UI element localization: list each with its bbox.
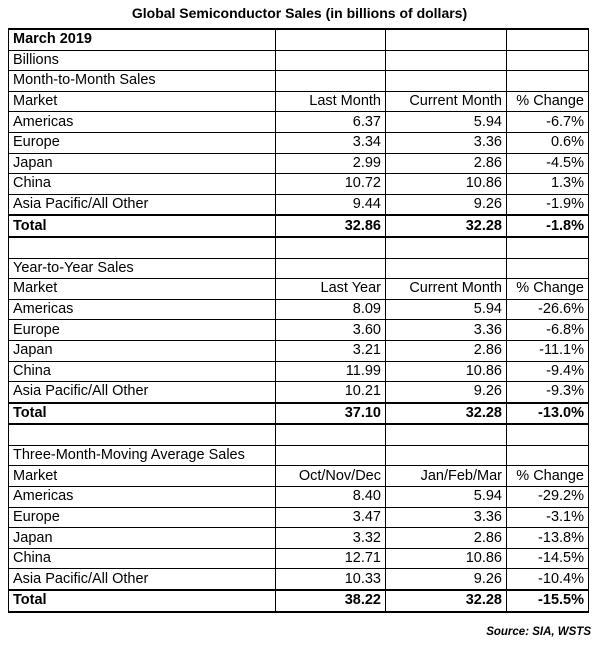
market-name: China	[9, 361, 276, 382]
column-header: Oct/Nov/Dec	[276, 466, 386, 487]
total-label: Total	[9, 590, 276, 612]
value-cell: -26.6%	[507, 299, 589, 320]
empty-cell	[507, 445, 589, 466]
market-name: Asia Pacific/All Other	[9, 569, 276, 590]
section-heading-row	[9, 71, 589, 92]
value-cell: -3.1%	[507, 507, 589, 528]
value-cell: 12.71	[276, 548, 386, 569]
value-cell: 2.99	[276, 153, 386, 174]
value-cell: 3.32	[276, 528, 386, 549]
value-cell: 5.94	[386, 112, 507, 133]
value-cell: 10.86	[386, 174, 507, 195]
table-row	[9, 487, 589, 508]
unit-row	[9, 50, 589, 71]
value-cell: 3.36	[386, 507, 507, 528]
section-heading: Three-Month-Moving Average Sales	[9, 445, 276, 466]
spacer-cell	[9, 237, 276, 258]
market-name: Asia Pacific/All Other	[9, 382, 276, 403]
value-cell: -14.5%	[507, 548, 589, 569]
total-value: -13.0%	[507, 403, 589, 425]
market-name: Japan	[9, 153, 276, 174]
total-row	[9, 215, 589, 237]
sales-table	[8, 28, 589, 613]
empty-cell	[386, 71, 507, 92]
section-heading-row	[9, 258, 589, 279]
empty-cell	[276, 71, 386, 92]
value-cell: 9.44	[276, 194, 386, 215]
value-cell: 3.21	[276, 340, 386, 361]
spacer-row	[9, 237, 589, 258]
table-row	[9, 548, 589, 569]
table-row	[9, 361, 589, 382]
table-row	[9, 382, 589, 403]
table-row	[9, 174, 589, 195]
market-name: Europe	[9, 320, 276, 341]
column-header-row	[9, 279, 589, 300]
source-note: Source: SIA, WSTS	[486, 626, 591, 638]
value-cell: 8.09	[276, 299, 386, 320]
market-name: Europe	[9, 507, 276, 528]
market-name: China	[9, 548, 276, 569]
table-row	[9, 194, 589, 215]
value-cell: 5.94	[386, 487, 507, 508]
total-row	[9, 403, 589, 425]
sales-table-body	[9, 29, 589, 612]
total-label: Total	[9, 403, 276, 425]
table-row	[9, 132, 589, 153]
column-header: Market	[9, 279, 276, 300]
section-heading: Month-to-Month Sales	[9, 71, 276, 92]
empty-cell	[507, 258, 589, 279]
table-row	[9, 507, 589, 528]
value-cell: -6.8%	[507, 320, 589, 341]
market-name: Asia Pacific/All Other	[9, 194, 276, 215]
column-header: % Change	[507, 91, 589, 112]
value-cell: 10.86	[386, 548, 507, 569]
value-cell: -4.5%	[507, 153, 589, 174]
total-value: 38.22	[276, 590, 386, 612]
market-name: China	[9, 174, 276, 195]
value-cell: 3.36	[386, 132, 507, 153]
column-header: Current Month	[386, 91, 507, 112]
market-name: Japan	[9, 340, 276, 361]
spacer-row	[9, 424, 589, 445]
value-cell: -29.2%	[507, 487, 589, 508]
table-row	[9, 153, 589, 174]
total-value: 32.28	[386, 590, 507, 612]
market-name: Americas	[9, 487, 276, 508]
spacer-cell	[386, 424, 507, 445]
value-cell: 10.72	[276, 174, 386, 195]
spacer-cell	[507, 424, 589, 445]
empty-cell	[507, 71, 589, 92]
table-row	[9, 299, 589, 320]
column-header: Market	[9, 466, 276, 487]
table-row	[9, 569, 589, 590]
column-header: Last Year	[276, 279, 386, 300]
value-cell: 9.26	[386, 569, 507, 590]
market-name: Americas	[9, 112, 276, 133]
column-header: Market	[9, 91, 276, 112]
total-value: 32.28	[386, 403, 507, 425]
empty-cell	[386, 258, 507, 279]
value-cell: 9.26	[386, 194, 507, 215]
value-cell: 2.86	[386, 340, 507, 361]
spacer-cell	[9, 424, 276, 445]
table-row	[9, 112, 589, 133]
value-cell: 2.86	[386, 153, 507, 174]
period-row	[9, 29, 589, 50]
value-cell: 8.40	[276, 487, 386, 508]
value-cell: 1.3%	[507, 174, 589, 195]
empty-cell	[276, 258, 386, 279]
value-cell: 3.47	[276, 507, 386, 528]
column-header: Last Month	[276, 91, 386, 112]
total-value: -1.8%	[507, 215, 589, 237]
market-name: Americas	[9, 299, 276, 320]
value-cell: 6.37	[276, 112, 386, 133]
value-cell: 10.86	[386, 361, 507, 382]
column-header-row	[9, 466, 589, 487]
value-cell: -9.4%	[507, 361, 589, 382]
period-label: March 2019	[9, 29, 276, 50]
value-cell: -10.4%	[507, 569, 589, 590]
total-label: Total	[9, 215, 276, 237]
total-value: 32.28	[386, 215, 507, 237]
value-cell: 11.99	[276, 361, 386, 382]
value-cell: -13.8%	[507, 528, 589, 549]
total-value: -15.5%	[507, 590, 589, 612]
value-cell: 10.21	[276, 382, 386, 403]
empty-cell	[276, 445, 386, 466]
value-cell: 0.6%	[507, 132, 589, 153]
value-cell: 10.33	[276, 569, 386, 590]
column-header: % Change	[507, 466, 589, 487]
page-title: Global Semiconductor Sales (in billions of dollars)	[131, 5, 468, 21]
column-header: % Change	[507, 279, 589, 300]
table-row	[9, 528, 589, 549]
section-heading: Year-to-Year Sales	[9, 258, 276, 279]
market-name: Japan	[9, 528, 276, 549]
table-row	[9, 320, 589, 341]
value-cell: -11.1%	[507, 340, 589, 361]
value-cell: 3.34	[276, 132, 386, 153]
value-cell: -6.7%	[507, 112, 589, 133]
total-value: 32.86	[276, 215, 386, 237]
section-heading-row	[9, 445, 589, 466]
value-cell: 2.86	[386, 528, 507, 549]
value-cell: 5.94	[386, 299, 507, 320]
value-cell: 3.36	[386, 320, 507, 341]
market-name: Europe	[9, 132, 276, 153]
total-value: 37.10	[276, 403, 386, 425]
column-header: Jan/Feb/Mar	[386, 466, 507, 487]
spacer-cell	[386, 237, 507, 258]
unit-label: Billions	[9, 50, 276, 71]
column-header: Current Month	[386, 279, 507, 300]
value-cell: -9.3%	[507, 382, 589, 403]
value-cell: 9.26	[386, 382, 507, 403]
column-header-row	[9, 91, 589, 112]
spacer-cell	[276, 237, 386, 258]
value-cell: 3.60	[276, 320, 386, 341]
table-row	[9, 340, 589, 361]
empty-cell	[386, 445, 507, 466]
value-cell: -1.9%	[507, 194, 589, 215]
spacer-cell	[276, 424, 386, 445]
spacer-cell	[507, 237, 589, 258]
total-row	[9, 590, 589, 612]
